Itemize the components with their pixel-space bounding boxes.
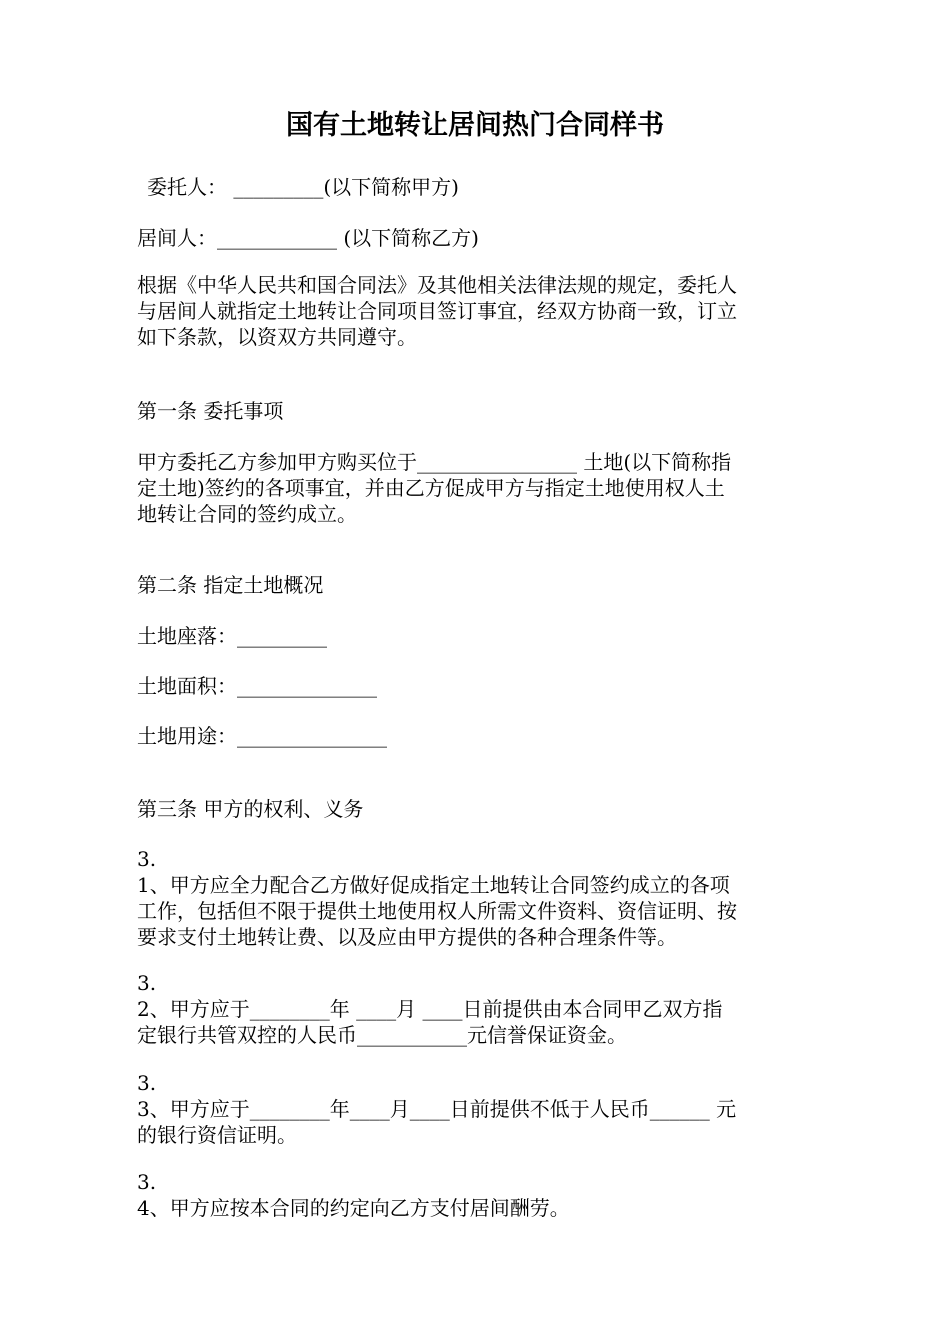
item-line: 要求支付土地转让费、以及应由甲方提供的各种合理条件等。 [137,925,677,949]
item-line: 定银行共管双控的人民币___________元信誉保证资金。 [137,1023,627,1047]
item-marker: 3. [137,1170,157,1194]
land-location-line: 土地座落：_________ [137,624,327,648]
item-line: 工作，包括但不限于提供土地使用权人所需文件资料、资信证明、按 [137,899,737,923]
article3-item [137,970,817,1048]
article3-item [137,1169,817,1221]
item-marker: 3. [137,847,157,871]
intro-paragraph [137,272,817,350]
article1-line: 甲方委托乙方参加甲方购买位于________________ 土地(以下简称指 [137,450,732,474]
article1-line: 地转让合同的签约成立。 [137,502,357,526]
article1-heading: 第一条 委托事项 [137,399,284,423]
broker-line: 居间人：____________ (以下简称乙方) [137,226,479,250]
item-line: 的银行资信证明。 [137,1123,297,1147]
article3-item [137,1070,817,1148]
article1-line: 定土地)签约的各项事宜，并由乙方促成甲方与指定土地使用权人土 [137,476,725,500]
article3-heading: 第三条 甲方的权利、义务 [137,797,364,821]
article1-body [137,449,817,527]
intro-line: 与居间人就指定土地转让合同项目签订事宜，经双方协商一致，订立 [137,299,737,323]
intro-line: 根据《中华人民共和国合同法》及其他相关法律法规的规定，委托人 [137,273,737,297]
land-usage-line: 土地用途：_______________ [137,724,387,748]
article2-heading: 第二条 指定土地概况 [137,573,324,597]
item-line: 4、甲方应按本合同的约定向乙方支付居间酬劳。 [137,1196,570,1220]
item-line: 2、甲方应于________年 ____月 ____日前提供由本合同甲乙双方指 [137,997,723,1021]
item-marker: 3. [137,1071,157,1095]
intro-line: 如下条款，以资双方共同遵守。 [137,325,417,349]
article3-item [137,846,817,950]
document-title: 国有土地转让居间热门合同样书 [286,110,664,141]
client-line: 委托人： _________(以下简称甲方) [147,175,459,199]
item-line: 3、甲方应于________年____月____日前提供不低于人民币______ 元 [137,1097,737,1121]
item-line: 1、甲方应全力配合乙方做好促成指定土地转让合同签约成立的各项 [137,873,730,897]
item-marker: 3. [137,971,157,995]
land-area-line: 土地面积：______________ [137,674,377,698]
